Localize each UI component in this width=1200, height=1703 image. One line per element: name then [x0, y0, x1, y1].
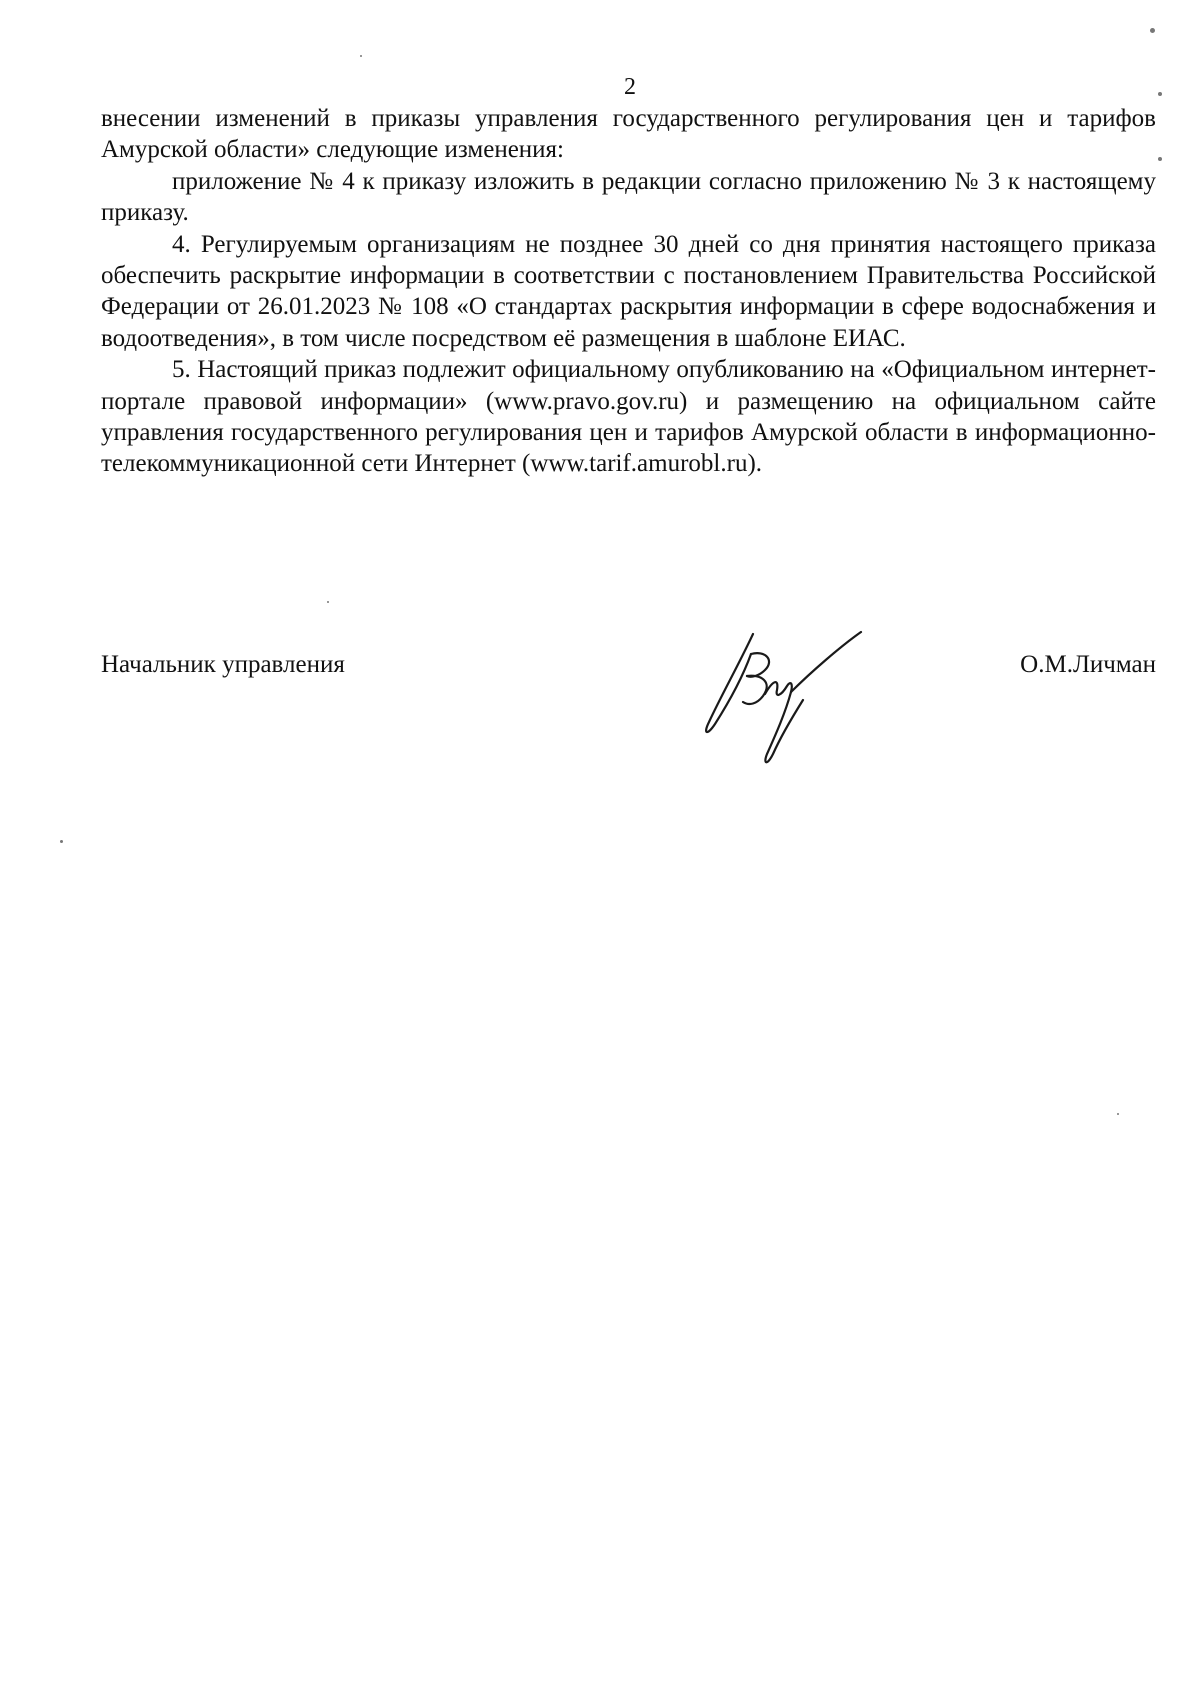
paragraph-item-4: 4. Регулируемым организациям не позднее 30 дней со дня принятия настоящего приказа обеспечить раскрытие информации в соответствии с постановлением Правительства Российской Федерации от 26.01.2023 № 108 «О стандартах раскрытия информации в сфере водоснабжения и водоотведения», в том числе посредством её размещения в шаблоне ЕИАС.: [101, 230, 1156, 352]
scan-speck: [1158, 92, 1162, 96]
signatory-position: Начальник управления: [101, 651, 345, 678]
scan-speck: [60, 840, 63, 843]
scan-speck: [360, 55, 362, 57]
scan-speck: [1117, 1113, 1119, 1115]
paragraph-item-5: 5. Настоящий приказ подлежит официальному опубликованию на «Официальном интернет-портале правовой информации» (www.pravo.gov.ru) и размещению на официальном сайте управления государственного регулирования цен и тарифов Амурской области в информационно-телекоммуникационной сети Интернет (www.tarif.amurobl.ru).: [101, 356, 1156, 478]
page-number: 2: [624, 74, 636, 100]
document-body: [101, 103, 1156, 480]
scan-speck: [1158, 157, 1162, 161]
scan-speck: [1150, 28, 1155, 33]
handwritten-signature: [681, 624, 871, 774]
scan-speck: [327, 601, 329, 603]
paragraph-appendix-4: приложение № 4 к приказу изложить в редакции согласно приложению № 3 к настоящему приказу.: [101, 167, 1156, 227]
signatory-name: О.М.Личман: [1020, 651, 1156, 678]
paragraph-amendment-intro: внесении изменений в приказы управления государственного регулирования цен и тарифов Амурской области» следующие изменения:: [101, 105, 1156, 164]
signature-block: [101, 650, 1156, 770]
